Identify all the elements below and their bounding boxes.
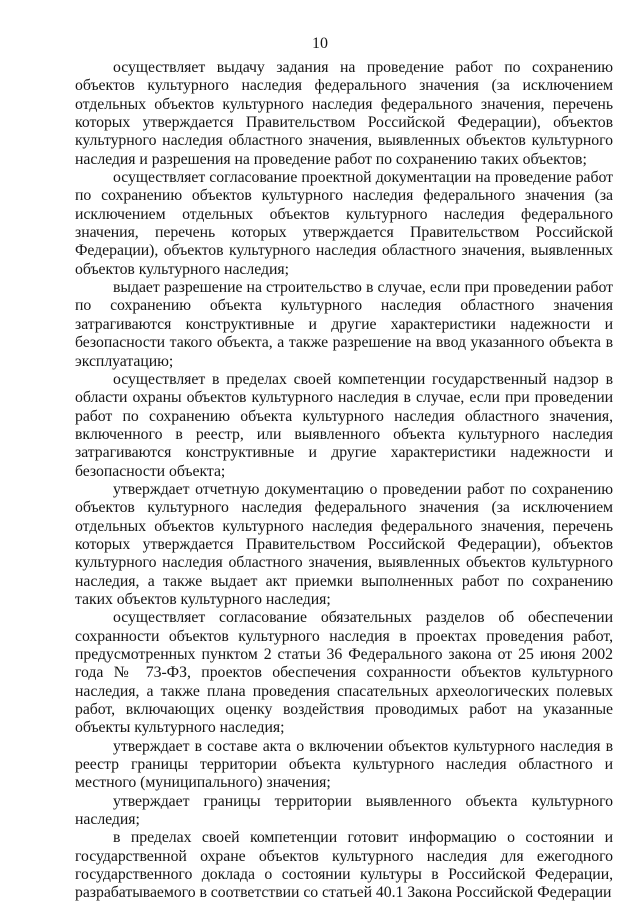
- paragraph-assignment-issuance: осуществляет выдачу задания на проведение работ по сохранению объектов культурного наследия федерального значения (за исключением отдельных объектов культурного наследия федерального значения, перечень которых утверждается Правительством Российской Федерации), объектов культурного наследия областного значения, выявленных объектов культурного наследия и разрешения на проведение работ по сохранению таких объектов;: [75, 59, 613, 168]
- paragraph-mandatory-sections-approval: осуществляет согласование обязательных разделов об обеспечении сохранности объектов культурного наследия в проектах проведения работ, предусмотренных пунктом 2 статьи 36 Федерального закона от 25 июня 2002 года № 73-ФЗ, проектов обеспечения сохранности объектов культурного наследия, а также плана проведения спасательных археологических полевых работ, включающих оценку воздействия проводимых работ на указанные объекты культурного наследия;: [75, 609, 613, 737]
- paragraph-project-documentation-approval: осуществляет согласование проектной документации на проведение работ по сохранению объектов культурного наследия федерального значения (за исключением отдельных объектов культурного наследия федерального значения, перечень которых утверждается Правительством Российской Федерации), объектов культурного наследия областного значения, выявленных объектов культурного наследия;: [75, 169, 613, 278]
- paragraph-construction-permit: выдает разрешение на строительство в случае, если при проведении работ по сохранению объекта культурного наследия областного значения затрагиваются конструктивные и другие характеристики надежности и безопасности такого объекта, а также разрешение на ввод указанного объекта в эксплуатацию;: [75, 279, 613, 370]
- paragraph-report-approval: утверждает отчетную документацию о проведении работ по сохранению объектов культурного наследия федерального значения (за исключением отдельных объектов культурного наследия федерального значения, перечень которых утверждается Правительством Российской Федерации), объектов культурного наследия областного значения, выявленных объектов культурного наследия, а также выдает акт приемки выполненных работ по сохранению таких объектов культурного наследия;: [75, 480, 613, 608]
- paragraph-state-report-information: в пределах своей компетенции готовит информацию о состоянии и государственной охране объектов культурного наследия для ежегодного государственного доклада о состоянии культуры в Российской Федерации, разрабатываемого в соответствии со статьей 40.1 Закона Российской Федерации: [75, 829, 613, 902]
- paragraph-registry-boundaries: утверждает в составе акта о включении объектов культурного наследия в реестр границы территории объекта культурного наследия областного и местного (муниципального) значения;: [75, 737, 613, 792]
- paragraph-state-supervision: осуществляет в пределах своей компетенции государственный надзор в области охраны объектов культурного наследия в случае, если при проведении работ по сохранению объекта культурного наследия областного значения, включенного в реестр, или выявленного объекта культурного наследия затрагиваются конструктивные и другие характеристики надежности и безопасности объекта;: [75, 370, 613, 480]
- paragraph-identified-object-boundaries: утверждает границы территории выявленного объекта культурного наследия;: [75, 792, 613, 829]
- document-body: [75, 59, 613, 903]
- page-number: 10: [312, 35, 328, 52]
